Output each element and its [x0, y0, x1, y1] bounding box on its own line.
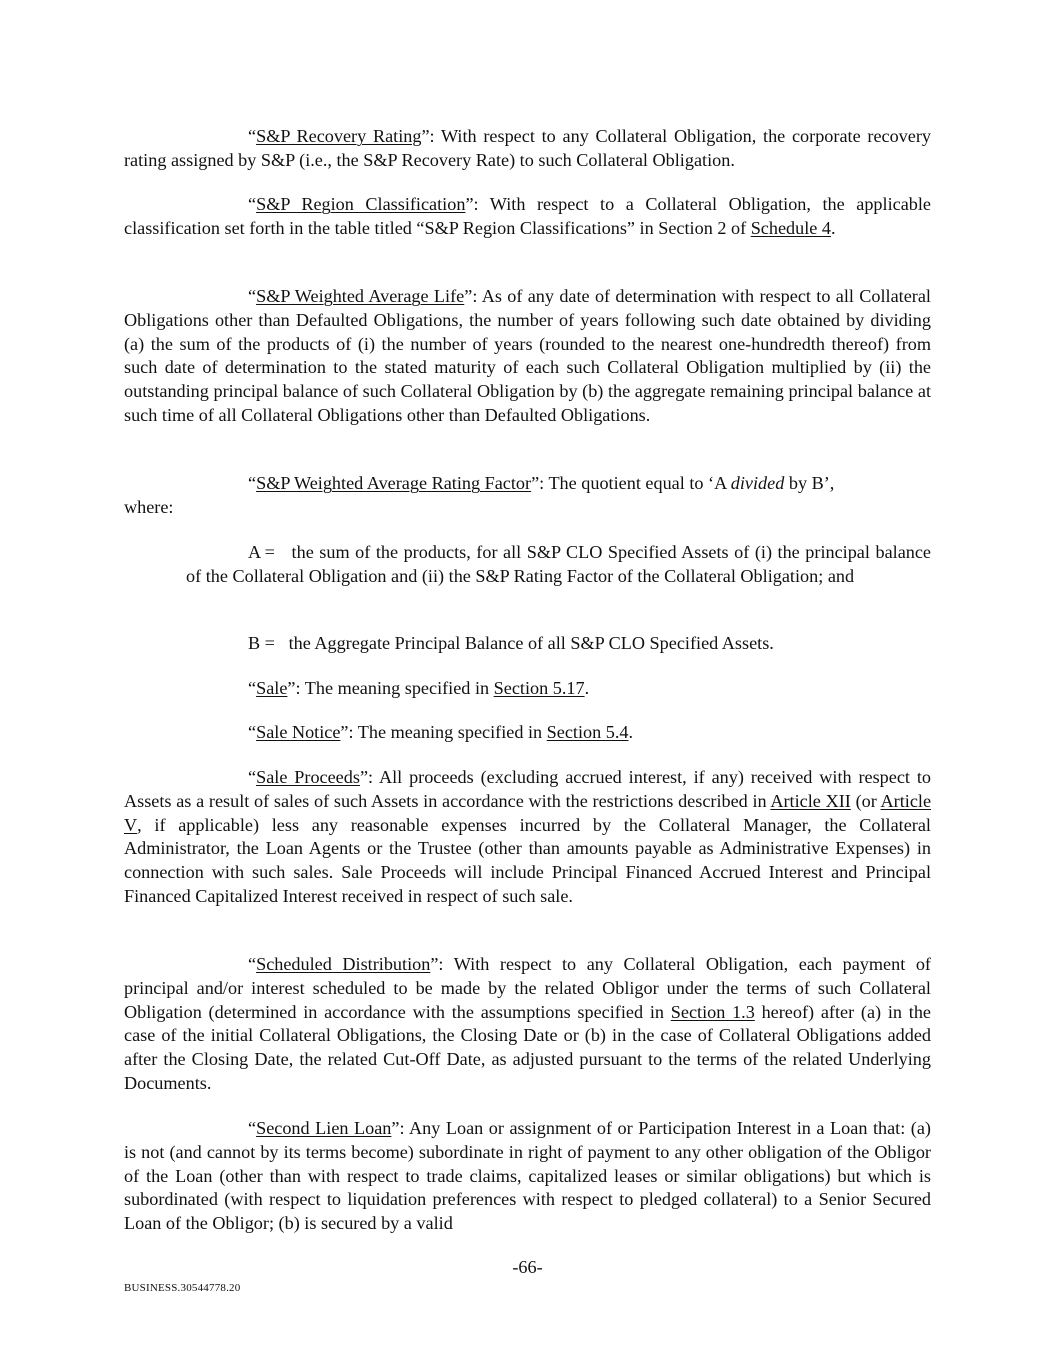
definition-sale: “Sale”: The meaning specified in Section 5.17.: [248, 678, 590, 698]
definition-sale-notice: “Sale Notice”: The meaning specified in Section 5.4.: [248, 722, 634, 742]
definition-scheduled-distribution: “Scheduled Distribution”: With respect to any Collateral Obligation, each payment of principal and/or interest scheduled to be made by the related Obligor under the terms of such Collateral Obligation (determined in accordance with the assumptions specified in Section 1.3 hereof) after (a) in the case of the initial Collateral Obligations, the Closing Date or (b) in the case of Collateral Obligations added after the Closing Date, the related Cut-Off Date, as adjusted pursuant to the terms of the related Underlying Documents.: [124, 954, 932, 1093]
formula-a: A = the sum of the products, for all S&P CLO Specified Assets of (i) the principal balance of the Collateral Obligation and (ii) the S&P Rating Factor of the Collateral Obligation; and: [186, 542, 931, 586]
formula-b-label: B =: [248, 633, 275, 653]
cross-reference-link[interactable]: Section 5.4: [546, 722, 629, 742]
cross-reference-link[interactable]: Schedule 4: [750, 217, 831, 238]
page-number: -66-: [512, 1257, 543, 1277]
defined-term: S&P Recovery Rating: [256, 126, 422, 146]
definition-sp-region-classification: “S&P Region Classification”: With respect to a Collateral Obligation, the applicable classification set forth in the table titled “S&P Region Classifications” in Section 2 of Schedule 4.: [124, 194, 931, 238]
where-label: where:: [124, 497, 174, 517]
cross-reference-link[interactable]: Section 5.17: [493, 678, 585, 698]
definition-second-lien-loan: “Second Lien Loan”: Any Loan or assignment of or Participation Interest in a Loan that: (a) is not (and cannot by its terms become) subordinate in right of payment to any other obligation of the Obligor of the Loan (other than with respect to trade claims, capitalized leases or similar obligations) but which is subordinated (with respect to liquidation preferences with respect to pledged collateral) to a Senior Secured Loan of the Obligor; (b) is secured by a valid: [124, 1118, 931, 1234]
definition-sp-warf: “S&P Weighted Average Rating Factor”: The quotient equal to ‘A divided by B’,: [248, 473, 835, 493]
defined-term: Sale Proceeds: [256, 767, 360, 787]
defined-term: Sale Notice: [256, 722, 341, 742]
formula-b: B = the Aggregate Principal Balance of all S&P CLO Specified Assets.: [186, 632, 931, 656]
definition-sp-weighted-average-life: “S&P Weighted Average Life”: As of any date of determination with respect to all Collateral Obligations other than Defaulted Obligations, the number of years following such date obtained by dividing (a) the sum of the products of (i) the number of years (rounded to the nearest one-hundredth thereof) from such date of determination to the stated maturity of each such Collateral Obligation multiplied by (ii) the outstanding principal balance of such Collateral Obligation by (b) the aggregate remaining principal balance at such time of all Collateral Obligations other than Defaulted Obligations.: [124, 286, 931, 425]
cross-reference-link[interactable]: Article XII: [770, 790, 851, 811]
definition-sp-recovery-rating: “S&P Recovery Rating”: With respect to any Collateral Obligation, the corporate recovery rating assigned by S&P (i.e., the S&P Recovery Rate) to such Collateral Obligation.: [124, 126, 931, 170]
formula-a-label: A =: [248, 542, 275, 562]
defined-term: Second Lien Loan: [256, 1118, 392, 1138]
defined-term: S&P Weighted Average Rating Factor: [256, 473, 532, 493]
defined-term: S&P Weighted Average Life: [256, 286, 465, 306]
defined-term: Scheduled Distribution: [256, 954, 431, 974]
cross-reference-link[interactable]: Section 1.3: [670, 1001, 755, 1022]
defined-term: Sale: [256, 678, 288, 698]
cross-reference-link[interactable]: Article V: [124, 790, 932, 835]
defined-term: S&P Region Classification: [256, 194, 466, 214]
definition-sale-proceeds: “Sale Proceeds”: All proceeds (excluding accrued interest, if any) received with respect to Assets as a result of sales of such Assets in accordance with the restrictions described in Article XII (or Article V, if applicable) less any reasonable expenses incurred by the Collateral Manager, the Collateral Administrator, the Loan Agents or the Trustee (other than amounts payable as Administrative Expenses) in connection with such sales. Sale Proceeds will include Principal Financed Accrued Interest and Principal Financed Capitalized Interest received in respect of such sale.: [124, 767, 932, 906]
document-id: BUSINESS.30544778.20: [124, 1282, 241, 1294]
